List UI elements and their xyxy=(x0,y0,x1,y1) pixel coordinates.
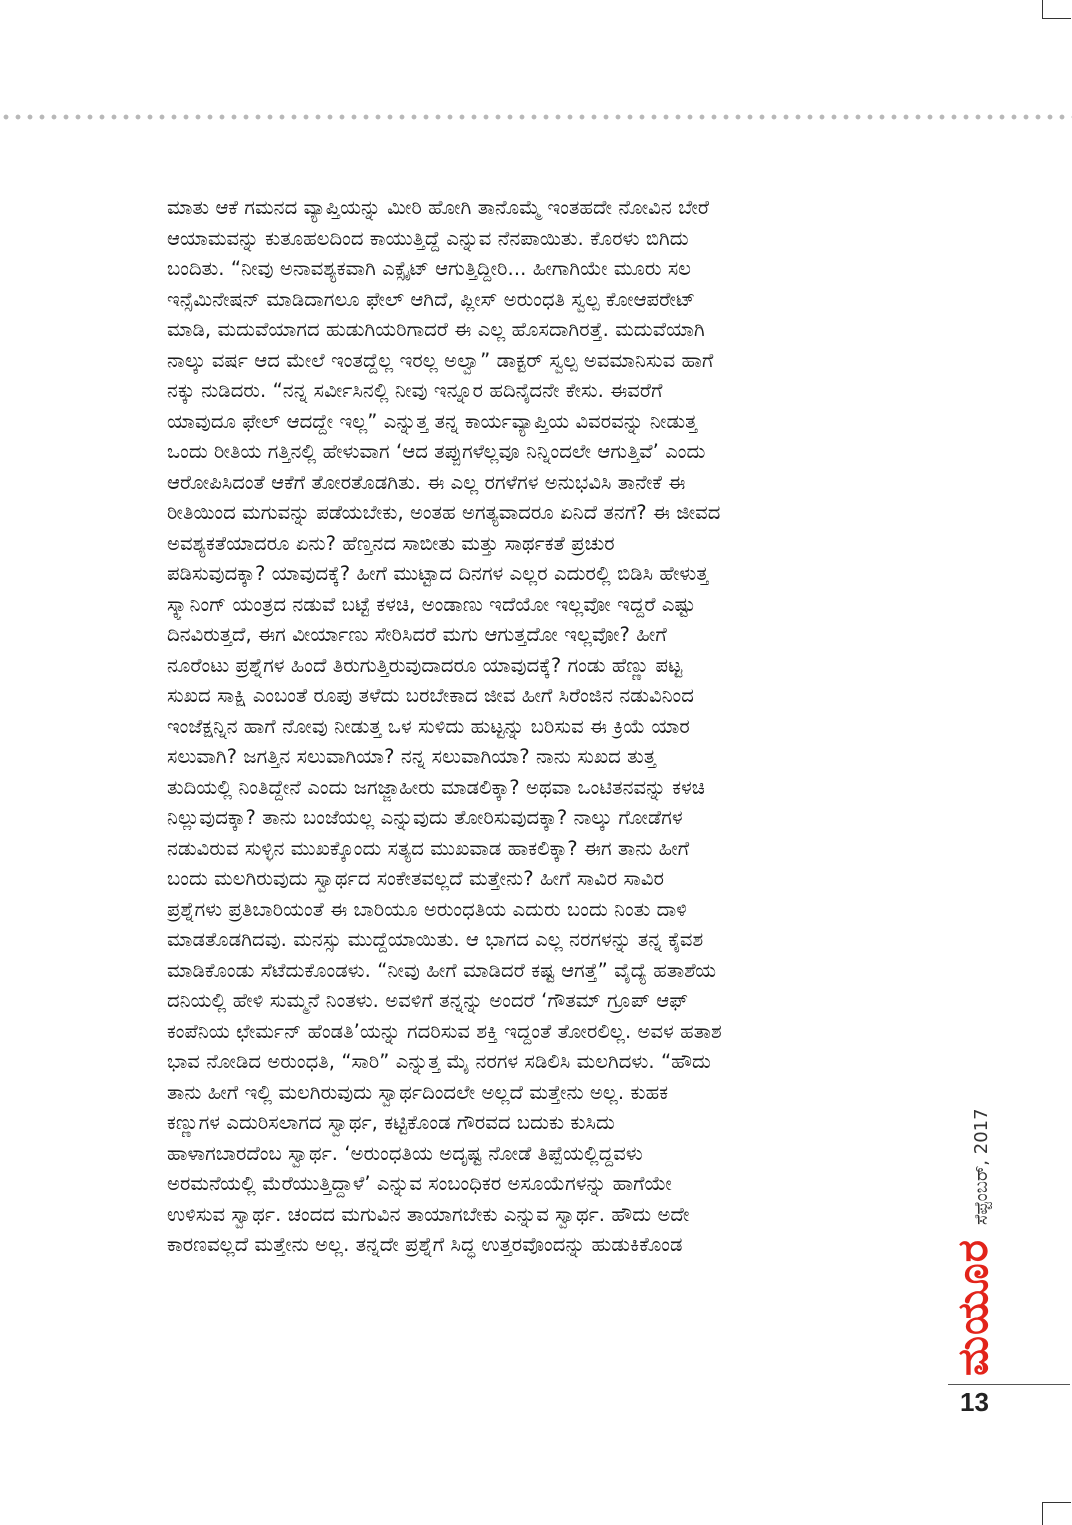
body-line: ಭಾವ ನೋಡಿದ ಅರುಂಧತಿ, “ಸಾರಿ” ಎನ್ನುತ್ತ ಮೈ ನರಗಳ ಸಡಿಲಿಸಿ ಮಲಗಿದಳು. “ಹೌದು xyxy=(167,1050,711,1073)
body-line: ದಿನವಿರುತ್ತದೆ, ಈಗ ವೀರ್ಯಾಣು ಸೇರಿಸಿದರೆ ಮಗು ಆಗುತ್ತದೋ ಇಲ್ಲವೋ? ಹೀಗೆ xyxy=(167,623,667,646)
body-line: ಒಂದು ರೀತಿಯ ಗತ್ತಿನಲ್ಲಿ ಹೇಳುವಾಗ ‘ಆದ ತಪ್ಪುಗಳೆಲ್ಲವೂ ನಿನ್ನಿಂದಲೇ ಆಗುತ್ತಿವೆ’ ಎಂದು xyxy=(167,440,706,463)
body-line: ತಾನು ಹೀಗೆ ಇಲ್ಲಿ ಮಲಗಿರುವುದು ಸ್ವಾರ್ಥದಿಂದಲೇ ಅಲ್ಲದೆ ಮತ್ತೇನು ಅಲ್ಲ. ಕುಹಕ xyxy=(167,1080,669,1104)
body-line: ಕಂಪೆನಿಯ ಛೇರ್ಮನ್ ಹೆಂಡತಿ’ಯನ್ನು ಗದರಿಸುವ ಶಕ್ತಿ ಇದ್ದಂತೆ ತೋರಲಿಲ್ಲ. ಅವಳ ಹತಾಶ xyxy=(167,1019,722,1043)
magazine-name: ಮಯೂರ xyxy=(948,1239,997,1376)
body-line: ಬಂದಿತು. “ನೀವು ಅನಾವಶ್ಯಕವಾಗಿ ಎಕ್ಸೈಟ್ ಆಗುತ್ತಿದ್ದೀರಿ... ಹೀಗಾಗಿಯೇ ಮೂರು ಸಲ xyxy=(167,257,692,280)
body-line: ಅರಮನೆಯಲ್ಲಿ ಮೆರೆಯುತ್ತಿದ್ದಾಳೆ’ ಎನ್ನುವ ಸಂಬಂಧಿಕರ ಅಸೂಯೆಗಳನ್ನು ಹಾಗೆಯೇ xyxy=(167,1172,672,1195)
header-dotted-rule xyxy=(0,114,1072,120)
body-line: ಹಾಳಾಗಬಾರದೆಂಬ ಸ್ವಾರ್ಥ. ‘ಅರುಂಧತಿಯ ಅದೃಷ್ಟ ನೋಡೆ ತಿಪ್ಪೆಯಲ್ಲಿದ್ದವಳು xyxy=(167,1141,643,1165)
body-line: ನಿಲ್ಲುವುದಕ್ಕಾ? ತಾನು ಬಂಜೆಯಲ್ಲ ಎನ್ನುವುದು ತೋರಿಸುವುದಕ್ಕಾ? ನಾಲ್ಕು ಗೋಡೆಗಳ xyxy=(167,806,683,829)
body-line: ನಕ್ಕು ನುಡಿದರು. “ನನ್ನ ಸರ್ವೀಸಿನಲ್ಲಿ ನೀವು ಇನ್ನೂರ ಹದಿನೈದನೇ ಕೇಸು. ಈವರೆಗೆ xyxy=(167,379,663,402)
body-line: ಆಯಾಮವನ್ನು ಕುತೂಹಲದಿಂದ ಕಾಯುತ್ತಿದ್ದೆ ಎನ್ನುವ ನೆನಪಾಯಿತು. ಕೊರಳು ಬಿಗಿದು xyxy=(167,226,689,250)
body-line: ರೀತಿಯಿಂದ ಮಗುವನ್ನು ಪಡೆಯಬೇಕು, ಅಂತಹ ಅಗತ್ಯವಾದರೂ ಏನಿದೆ ತನಗೆ? ಈ ಜೀವದ xyxy=(167,501,721,524)
body-line: ಇನ್ಸೆಮಿನೇಷನ್ ಮಾಡಿದಾಗಲೂ ಫೇಲ್ ಆಗಿದೆ, ಪ್ಲೀಸ್ ಅರುಂಧತಿ ಸ್ವಲ್ಪ ಕೋಆಪರೇಟ್ xyxy=(167,287,696,311)
body-line: ಕಣ್ಣುಗಳ ಎದುರಿಸಲಾಗದ ಸ್ವಾರ್ಥ, ಕಟ್ಟಿಕೊಂಡ ಗೌರವದ ಬದುಕು ಕುಸಿದು xyxy=(167,1111,615,1134)
page-number: 13 xyxy=(960,1387,989,1417)
body-line: ಸುಖದ ಸಾಕ್ಷಿ ಎಂಬಂತೆ ರೂಪು ತಳೆದು ಬರಬೇಕಾದ ಜೀವ ಹೀಗೆ ಸಿರೆಂಜಿನ ನಡುವಿನಿಂದ xyxy=(167,684,694,707)
body-line: ನಾಲ್ಕು ವರ್ಷ ಆದ ಮೇಲೆ ಇಂತದ್ದೆಲ್ಲ ಇರಲ್ಲ ಅಲ್ವಾ” ಡಾಕ್ಟರ್ ಸ್ವಲ್ಪ ಅವಮಾನಿಸುವ ಹಾಗೆ xyxy=(167,348,714,372)
body-line: ದನಿಯಲ್ಲಿ ಹೇಳಿ ಸುಮ್ಮನೆ ನಿಂತಳು. ಅವಳಿಗೆ ತನ್ನನ್ನು ಅಂದರೆ ‘ಗೌತಮ್ ಗ್ರೂಪ್ ಆಫ್ xyxy=(167,989,689,1012)
body-line: ಬಂದು ಮಲಗಿರುವುದು ಸ್ವಾರ್ಥದ ಸಂಕೇತವಲ್ಲದೆ ಮತ್ತೇನು? ಹೀಗೆ ಸಾವಿರ ಸಾವಿರ xyxy=(167,867,664,890)
body-line: ಮಾತು ಆಕೆ ಗಮನದ ವ್ಯಾಪ್ತಿಯನ್ನು ಮೀರಿ ಹೋಗಿ ತಾನೊಮ್ಮೆ ಇಂತಹದೇ ನೋವಿನ ಬೇರೆ xyxy=(167,196,710,219)
crop-mark-top-right xyxy=(1042,0,1071,19)
issue-date: ಸೆಪ್ಟೆಂಬರ್, 2017 xyxy=(971,1108,992,1226)
crop-mark-bottom-right xyxy=(1042,1502,1071,1525)
body-line: ಪಡಿಸುವುದಕ್ಕಾ? ಯಾವುದಕ್ಕೆ? ಹೀಗೆ ಮುಟ್ಟಾದ ದಿನಗಳ ಎಲ್ಲರ ಎದುರಲ್ಲಿ ಬಿಡಿಸಿ ಹೇಳುತ್ತ xyxy=(167,562,709,585)
body-line: ಪ್ರಶ್ನೆಗಳು ಪ್ರತಿಬಾರಿಯಂತೆ ಈ ಬಾರಿಯೂ ಅರುಂಧತಿಯ ಎದುರು ಬಂದು ನಿಂತು ದಾಳಿ xyxy=(167,897,687,921)
body-line: ಮಾಡಿ, ಮದುವೆಯಾಗದ ಹುಡುಗಿಯರಿಗಾದರೆ ಈ ಎಲ್ಲ ಹೊಸದಾಗಿರತ್ತೆ. ಮದುವೆಯಾಗಿ xyxy=(167,318,705,341)
body-line: ಅವಶ್ಯಕತೆಯಾದರೂ ಏನು? ಹೆಣ್ತನದ ಸಾಬೀತು ಮತ್ತು ಸಾರ್ಥಕತೆ ಪ್ರಚುರ xyxy=(167,531,615,555)
body-line: ಸಲುವಾಗಿ? ಜಗತ್ತಿನ ಸಲುವಾಗಿಯಾ? ನನ್ನ ಸಲುವಾಗಿಯಾ? ನಾನು ಸುಖದ ತುತ್ತ xyxy=(167,745,656,768)
magazine-masthead-vertical xyxy=(948,1108,998,1376)
body-line: ನೂರೆಂಟು ಪ್ರಶ್ನೆಗಳ ಹಿಂದೆ ತಿರುಗುತ್ತಿರುವುದಾದರೂ ಯಾವುದಕ್ಕೆ? ಗಂಡು ಹೆಣ್ಣು ಪಟ್ಟ xyxy=(167,653,683,677)
body-line: ಯಾವುದೂ ಫೇಲ್ ಆದದ್ದೇ ಇಲ್ಲ” ಎನ್ನುತ್ತ ತನ್ನ ಕಾರ್ಯವ್ಯಾಪ್ತಿಯ ವಿವರವನ್ನು ನೀಡುತ್ತ xyxy=(167,409,698,433)
body-line: ತುದಿಯಲ್ಲಿ ನಿಂತಿದ್ದೇನೆ ಎಂದು ಜಗಜ್ಜಾಹೀರು ಮಾಡಲಿಕ್ಕಾ? ಅಥವಾ ಒಂಟಿತನವನ್ನು ಕಳಚಿ xyxy=(167,775,706,799)
body-line: ಮಾಡಿಕೊಂಡು ಸೆಟೆದುಕೊಂಡಳು. “ನೀವು ಹೀಗೆ ಮಾಡಿದರೆ ಕಷ್ಟ ಆಗತ್ತೆ” ವೈದ್ಯೆ ಹತಾಶೆಯ xyxy=(167,958,717,982)
body-line: ಸ್ಕ್ಯಾನಿಂಗ್ ಯಂತ್ರದ ನಡುವೆ ಬಟ್ಟೆ ಕಳಚಿ, ಅಂಡಾಣು ಇದೆಯೋ ಇಲ್ಲವೋ ಇದ್ದರೆ ಎಷ್ಟು xyxy=(167,592,696,616)
body-line: ಇಂಜೆಕ್ಷನ್ನಿನ ಹಾಗೆ ನೋವು ನೀಡುತ್ತ ಒಳ ಸುಳಿದು ಹುಟ್ಟನ್ನು ಬರಿಸುವ ಈ ಕ್ರಿಯೆ ಯಾರ xyxy=(167,714,690,738)
article-body xyxy=(167,193,912,1261)
body-line: ಉಳಿಸುವ ಸ್ವಾರ್ಥ. ಚಂದದ ಮಗುವಿನ ತಾಯಾಗಬೇಕು ಎನ್ನುವ ಸ್ವಾರ್ಥ. ಹೌದು ಅದೇ xyxy=(167,1202,690,1226)
body-line: ಆರೋಪಿಸಿದಂತೆ ಆಕೆಗೆ ತೋರತೊಡಗಿತು. ಈ ಎಲ್ಲ ರಗಳೆಗಳ ಅನುಭವಿಸಿ ತಾನೇಕೆ ಈ xyxy=(167,470,686,494)
body-line: ಮಾಡತೊಡಗಿದವು. ಮನಸ್ಸು ಮುದ್ದೆಯಾಯಿತು. ಆ ಭಾಗದ ಎಲ್ಲ ನರಗಳನ್ನು ತನ್ನ ಕೈವಶ xyxy=(167,928,704,951)
body-line: ನಡುವಿರುವ ಸುಳ್ಳಿನ ಮುಖಕ್ಕೊಂದು ಸತ್ಯದ ಮುಖವಾಡ ಹಾಕಲಿಕ್ಕಾ? ಈಗ ತಾನು ಹೀಗೆ xyxy=(167,836,690,860)
page-number-rule xyxy=(948,1384,1070,1385)
body-line: ಕಾರಣವಲ್ಲದೆ ಮತ್ತೇನು ಅಲ್ಲ. ತನ್ನದೇ ಪ್ರಶ್ನೆಗೆ ಸಿದ್ಧ ಉತ್ತರವೊಂದನ್ನು ಹುಡುಕಿಕೊಂಡ xyxy=(167,1233,683,1256)
